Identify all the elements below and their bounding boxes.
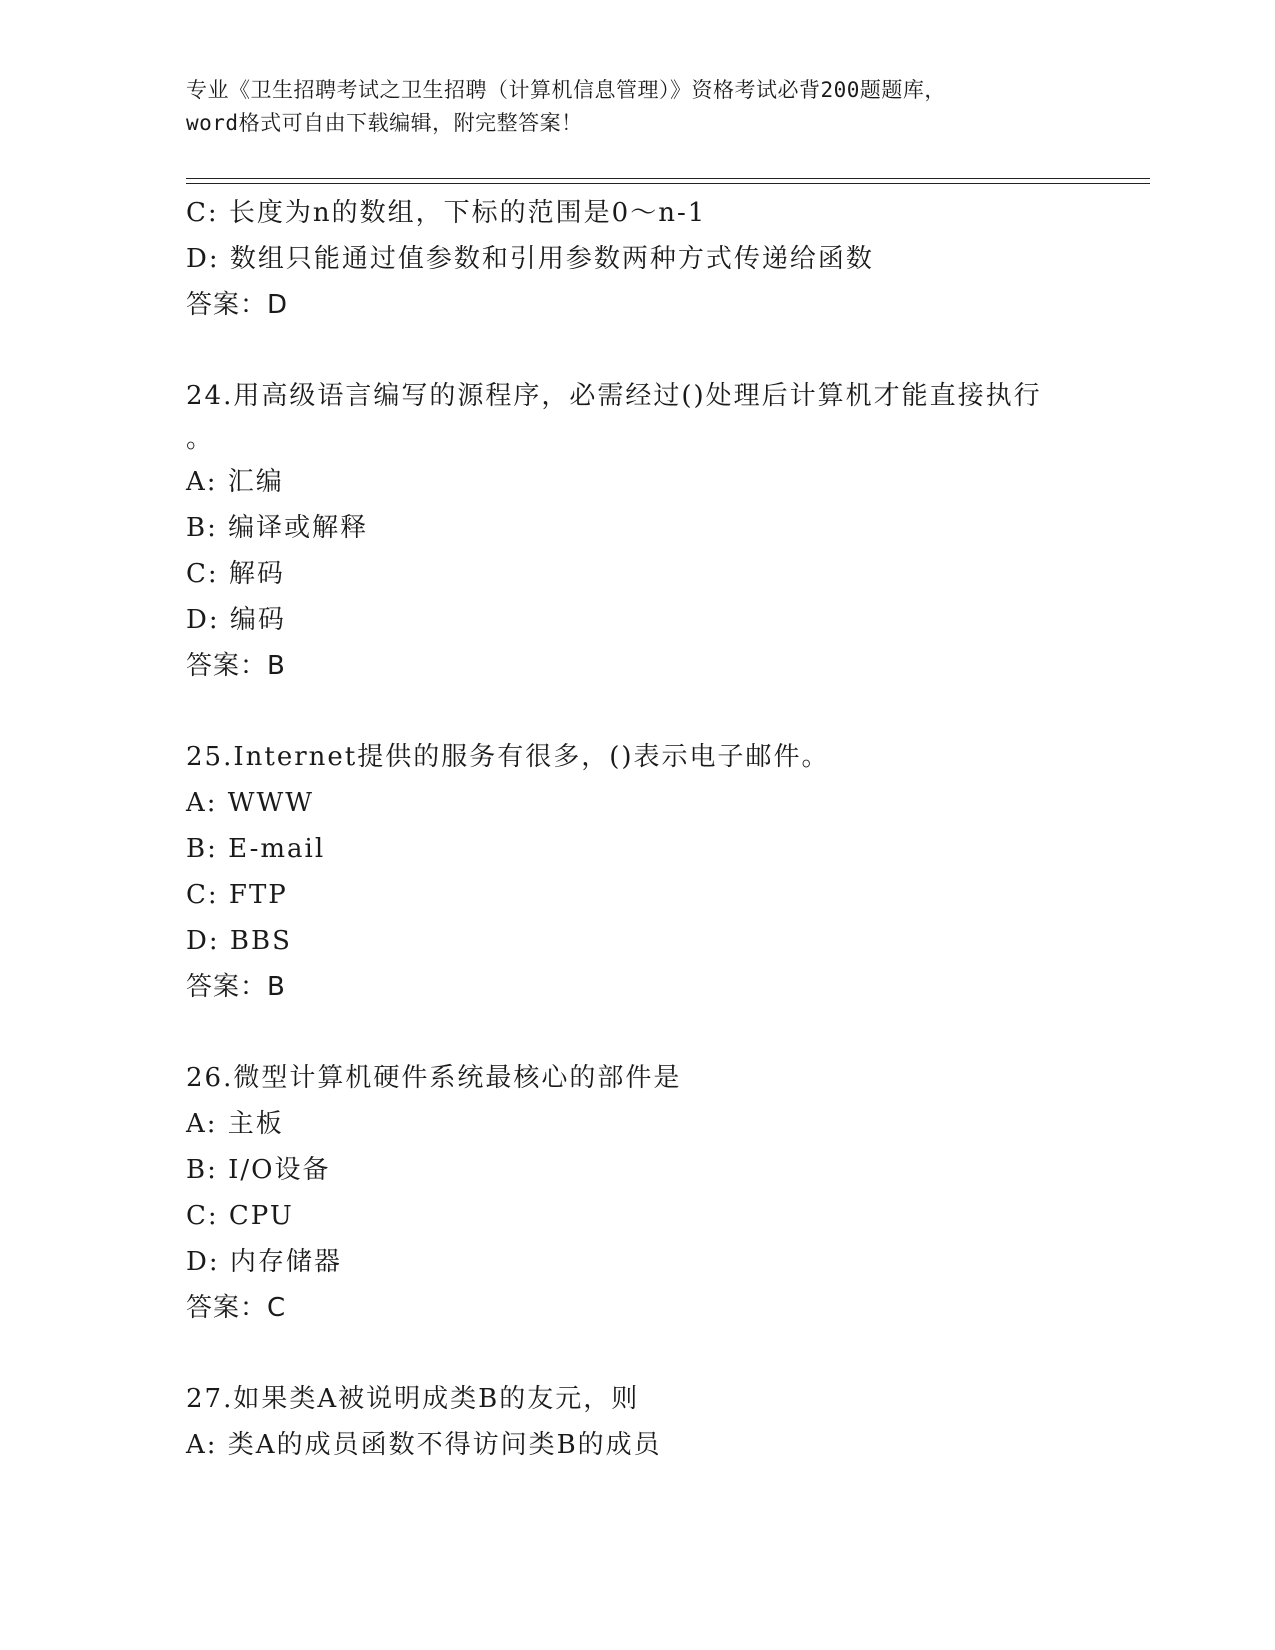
- question-stem-continuation: 。: [186, 424, 213, 454]
- question-stem: 25.Internet提供的服务有很多，()表示电子邮件。: [186, 742, 830, 772]
- option-c: C: CPU: [186, 1201, 294, 1231]
- question-stem: 27.如果类A被说明成类B的友元，则: [186, 1384, 640, 1414]
- option-c: C: FTP: [186, 880, 288, 910]
- option-c: C: 解码: [186, 559, 285, 589]
- header-title-line-1: 专业《卫生招聘考试之卫生招聘（计算机信息管理）》资格考试必背200题题库，: [186, 78, 946, 102]
- header-divider-top: [186, 178, 1150, 179]
- answer-line: 答案：B: [186, 651, 286, 681]
- option-a: A: 汇编: [186, 467, 284, 497]
- option-d: D: 数组只能通过值参数和引用参数两种方式传递给函数: [186, 244, 874, 274]
- answer-line: 答案：C: [186, 1293, 287, 1323]
- question-stem: 24.用高级语言编写的源程序，必需经过()处理后计算机才能直接执行: [186, 381, 1042, 411]
- option-a: A: 主板: [186, 1109, 284, 1139]
- question-stem: 26.微型计算机硬件系统最核心的部件是: [186, 1063, 682, 1093]
- option-b: B: 编译或解释: [186, 513, 369, 543]
- question-27: [186, 1376, 1126, 1468]
- option-d: D: 编码: [186, 605, 286, 635]
- header-divider-bottom: [186, 183, 1150, 184]
- option-d: D: BBS: [186, 926, 292, 956]
- option-a: A: WWW: [186, 788, 314, 818]
- answer-line: 答案：D: [186, 290, 289, 320]
- option-b: B: E-mail: [186, 834, 326, 864]
- option-c: C: 长度为n的数组，下标的范围是0～n-1: [186, 198, 707, 228]
- question-23-partial: [186, 190, 1126, 328]
- document-header: [186, 74, 1086, 140]
- question-list: [186, 190, 1126, 1468]
- question-25: [186, 734, 1126, 1010]
- answer-line: 答案：B: [186, 972, 286, 1002]
- question-24: [186, 373, 1126, 689]
- header-title-line-2: word格式可自由下载编辑，附完整答案！: [186, 111, 583, 135]
- option-d: D: 内存储器: [186, 1247, 342, 1277]
- question-26: [186, 1055, 1126, 1331]
- option-b: B: I/O设备: [186, 1155, 331, 1185]
- option-a: A: 类A的成员函数不得访问类B的成员: [186, 1430, 662, 1460]
